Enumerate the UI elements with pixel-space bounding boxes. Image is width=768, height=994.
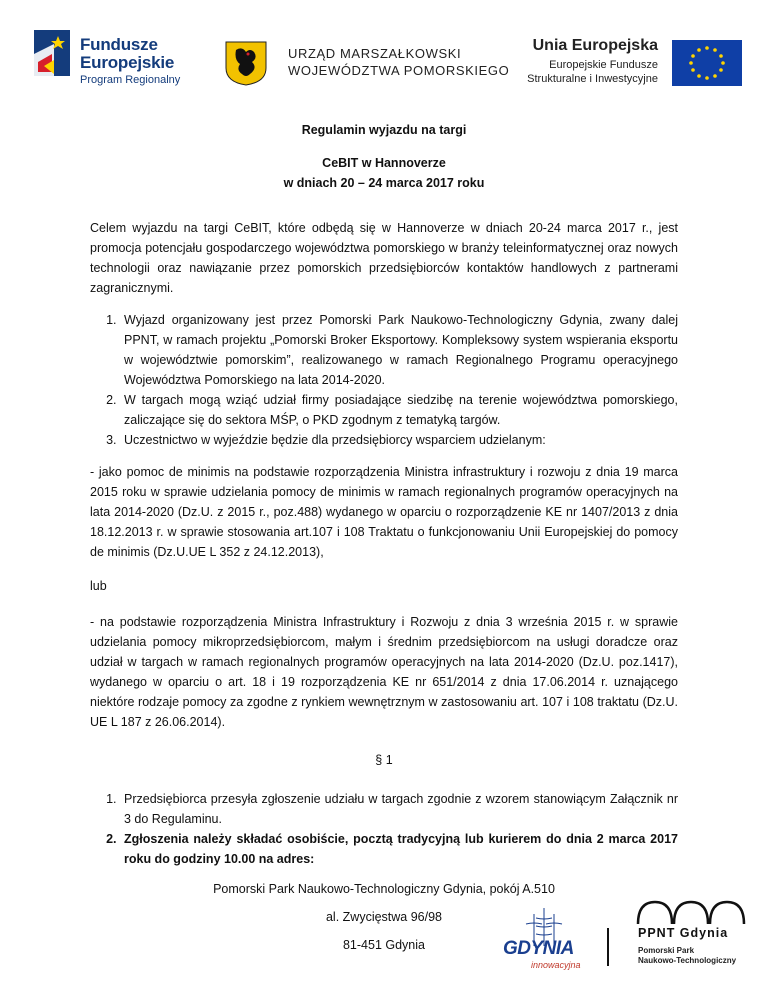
ue-line3: Strukturalne i Inwestycyjne (527, 73, 658, 85)
list-item: 3. Uczestnictwo w wyjeździe będzie dla przedsiębiorcy wsparciem udzielanym: (120, 430, 678, 450)
list-item: 2. W targach mogą wziąć udział firmy posiadające siedzibę na terenie województwa pomorskiego, zaliczające się do sektora MŚP, o PKD zgodnym z tematyką targów. (120, 390, 678, 430)
or-separator: lub (90, 579, 107, 593)
page-footer (0, 890, 768, 990)
fe-line2: Europejskie (80, 53, 175, 72)
fe-line1: Fundusze (80, 35, 158, 54)
application-list (90, 789, 678, 869)
event-dates: w dniach 20 – 24 marca 2017 roku (283, 176, 485, 190)
pomorskie-griffin-crest-icon (224, 40, 268, 86)
aid-option-sme: - na podstawie rozporządzenia Ministra Infrastruktury i Rozwoju z dnia 3 września 2015 r. w sprawie udzielania pomocy mikroprzedsiębiorcom, małym i średnim przedsiębiorcom na usługi doradcze oraz udział w targach w ramach regionalnych programów operacyjnych na lata 2014-2020 (Dz.U. poz.1417), wydanego w oparciu o art. 18 i 19 rozporządzenia KE nr 651/2014 z dnia 17.06.2014 r. uznającego niektóre rodzaje pomocy za zgodne z rynkiem wewnętrznym w zastosowaniu art. 107 i 108 traktatu (Dz.U. UE L 187 z 26.06.2014). (90, 615, 678, 729)
document-body (90, 112, 678, 955)
address-line: 81-451 Gdynia (342, 938, 425, 952)
umwp-line2: WOJEWÓDZTWA POMORSKIEGO (288, 63, 510, 78)
page-header (0, 0, 768, 100)
urzad-marszalkowski-text (288, 45, 509, 79)
intro-paragraph: Celem wyjazdu na targi CeBIT, które odbędą się w Hannoverze w dniach 20-24 marca 2017 r., jest promocja potencjału gospodarczego województwa pomorskiego w branży teleinformatycznej oraz nowych technologii oraz nawiązanie przez pomorskich przedsiębiorców kontaktów handlowych z partnerami zagranicznymi. (90, 221, 678, 295)
document-title: Regulamin wyjazdu na targi (301, 123, 467, 137)
umwp-line1: URZĄD MARSZAŁKOWSKI (288, 46, 462, 61)
ue-line2: Europejskie Fundusze (549, 59, 658, 71)
fundusze-europejskie-text (80, 36, 180, 86)
address-line: al. Zwycięstwa 96/98 (325, 910, 443, 924)
gdynia-subtitle: innowacyjna (531, 960, 581, 970)
fe-line3: Program Regionalny (80, 74, 181, 86)
eu-flag-icon (672, 40, 742, 86)
list-item: 1. Wyjazd organizowany jest przez Pomorski Park Naukowo-Technologiczny Gdynia, zwany dalej PPNT, w ramach projektu „Pomorski Broker Eksportowy. Kompleksowy system wspierania eksportu w województwie pomorskim”, realizowanego w ramach Regionalnego Programu operacyjnego Województwa Pomorskiego na lata 2014-2020. (120, 310, 678, 390)
aid-option-de-minimis: - jako pomoc de minimis na podstawie rozporządzenia Ministra infrastruktury i rozwoju z dnia 19 marca 2015 roku w sprawie udzielania pomocy de minimis w ramach regionalnych programów operacyjnych na lata 2014-2020 (Dz.U. z 2015 r., poz.488) wydanego w oparciu o rozporządzenie KE nr 1407/2013 z dnia 18.12.2013 r. w sprawie stosowania art.107 i 108 Traktatu o funkcjonowaniu Unii Europejskiej do pomocy de minimis (Dz.U.UE L 352 z 24.12.2013), (90, 465, 678, 559)
event-name: CeBIT w Hannoverze (322, 156, 446, 170)
ppnt-subtitle-line2: Naukowo-Technologiczny (638, 956, 737, 965)
rules-list (90, 310, 678, 450)
ppnt-arcs-icon (636, 898, 748, 926)
ppnt-subtitle-line1: Pomorski Park (638, 946, 695, 955)
footer-divider (607, 928, 609, 966)
list-item: 1. Przedsiębiorca przesyła zgłoszenie udziału w targach zgodnie z wzorem stanowiącym Załącznik nr 3 do Regulaminu. (120, 789, 678, 829)
gdynia-wordmark: GDYNIA (503, 938, 574, 959)
address-line: Pomorski Park Naukowo-Technologiczny Gdynia, pokój A.510 (213, 882, 555, 896)
unia-europejska-text (527, 38, 658, 85)
list-item: 2. Zgłoszenia należy składać osobiście, pocztą tradycyjną lub kurierem do dnia 2 marca 2017 roku do godziny 10.00 na adres: (120, 829, 678, 869)
ue-line1: Unia Europejska (532, 37, 658, 54)
ppnt-name: PPNT Gdynia (638, 926, 729, 940)
section-heading: § 1 (375, 753, 393, 767)
fundusze-europejskie-logo (28, 26, 76, 80)
